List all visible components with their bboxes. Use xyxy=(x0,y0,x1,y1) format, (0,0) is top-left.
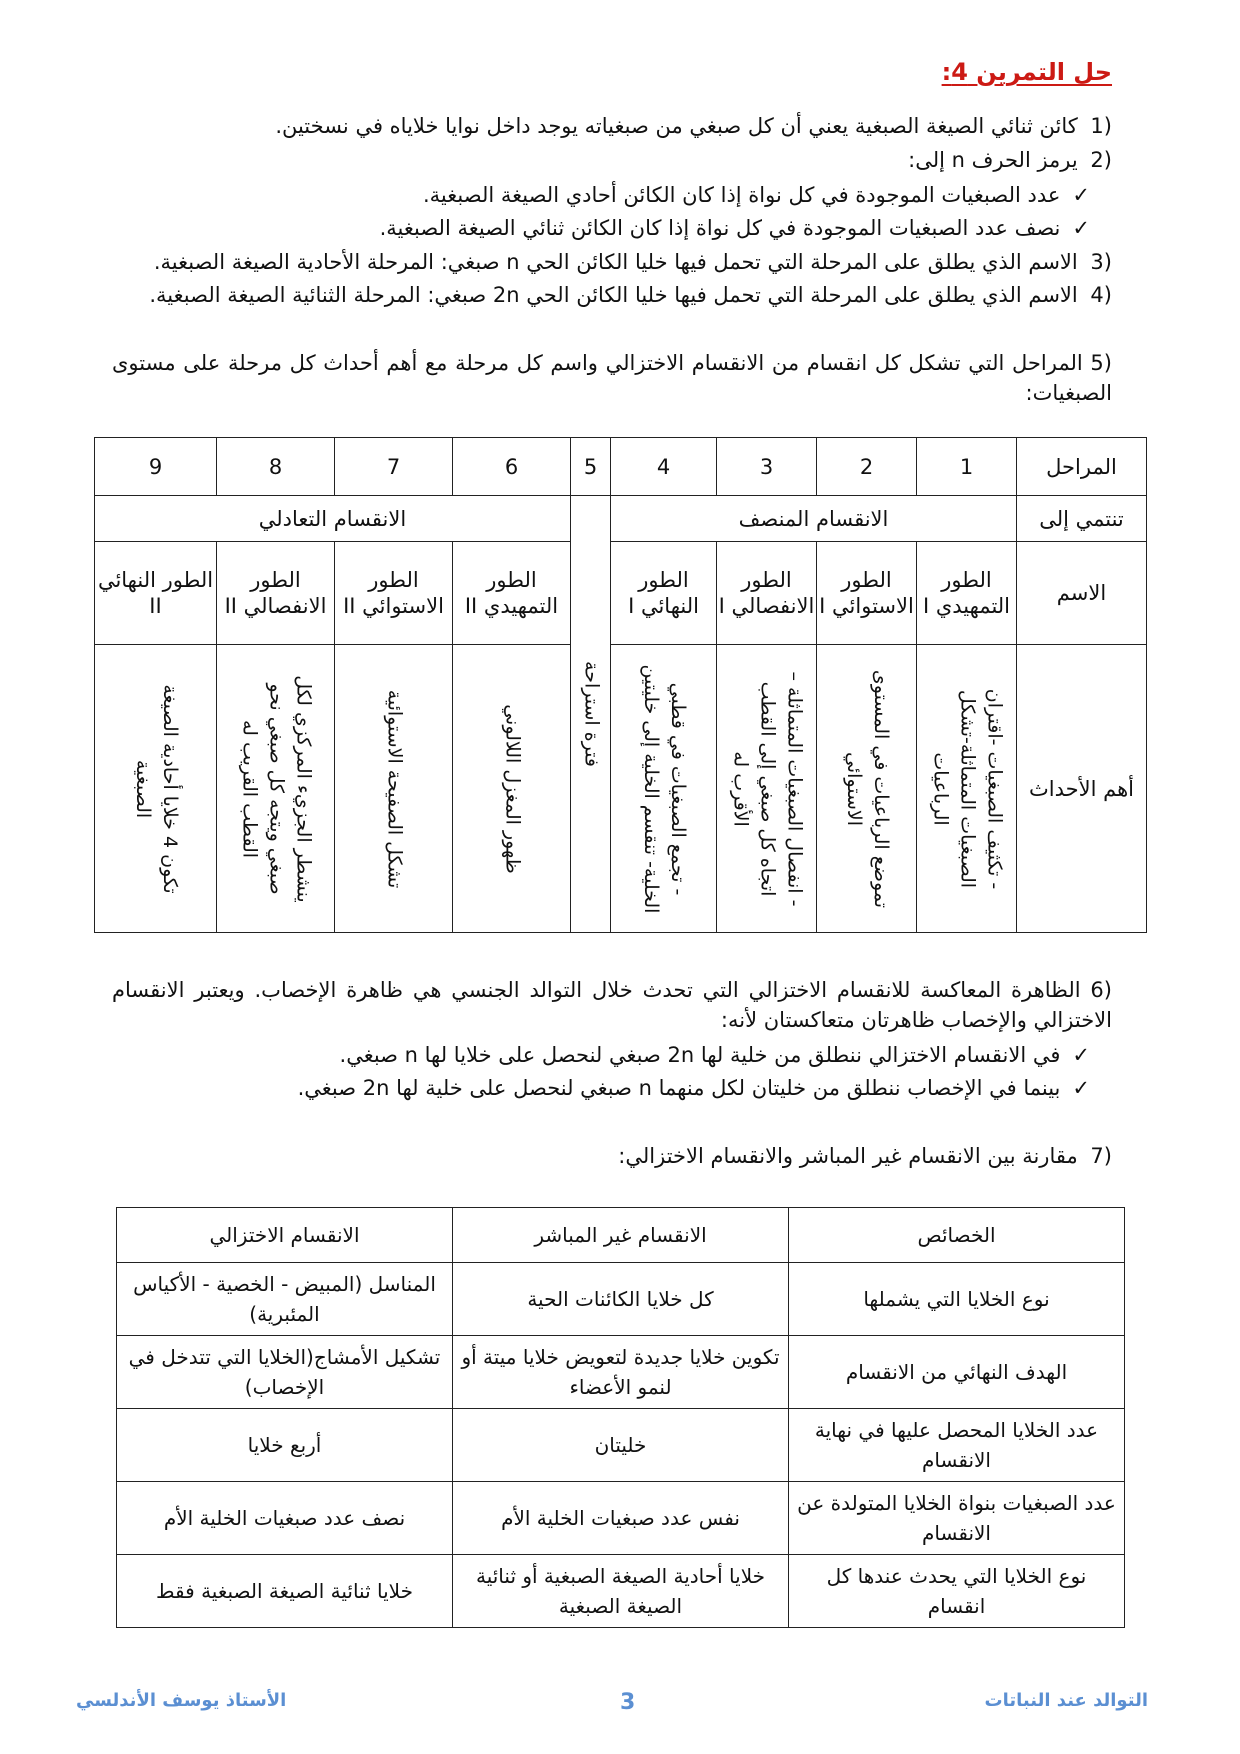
phase-name: الطور النهائي II xyxy=(95,542,217,645)
answer-6: (6 الظاهرة المعاكسة للانقسام الاختزالي التي تحدث خلال التوالد الجنسي هي ظاهرة الإخصاب. ويعتبر الانقسام الاختزالي والإخصاب ظاهرتان متعاكستان لأنه: xyxy=(112,978,1112,1032)
phase-name: الطور التمهيدي I xyxy=(917,542,1017,645)
rest-period-cell: فترة استراحة xyxy=(571,496,611,933)
checkmark-icon: ✓ xyxy=(1072,216,1090,240)
phases-row-events xyxy=(95,645,1147,933)
meiosis-phases-table xyxy=(94,437,1147,933)
table-cell: تشكيل الأمشاج(الخلايا التي تتدخل في الإخصاب) xyxy=(117,1336,453,1409)
row-label-events: أهم الأحداث xyxy=(1017,645,1147,933)
phase-number: 4 xyxy=(611,438,717,496)
phase-number: 8 xyxy=(217,438,335,496)
phase-number: 6 xyxy=(453,438,571,496)
phase-events: - تجمع الصبغيات في قطبي الخلية- تنقسم الخلية إلى خليتين xyxy=(611,645,717,933)
second-division-label: الانقسام التعادلي xyxy=(95,496,571,542)
phases-row-names xyxy=(95,542,1147,645)
table-cell: تكوين خلايا جديدة لتعويض خلايا ميتة أو لنمو الأعضاء xyxy=(453,1336,789,1409)
phases-row-belongs xyxy=(95,496,1147,542)
phase-name: الطور الانفصالي I xyxy=(717,542,817,645)
phase-number: 1 xyxy=(917,438,1017,496)
footer-author: الأستاذ يوسف الأندلسي xyxy=(76,1690,287,1711)
phase-name: الطور الاستوائي II xyxy=(335,542,453,645)
phase-events: ظهور المغزل اللالوني xyxy=(453,645,571,933)
answer-1: (1 كائن ثنائي الصيغة الصبغية يعني أن كل صبغي من صبغياته يوجد داخل نوايا خلاياه في نسختين. xyxy=(275,114,1112,138)
phase-events: - تكثيف الصبغيات -اقتران الصبغيات المتماثلة-تشكل الرباعيات xyxy=(917,645,1017,933)
table-cell: الهدف النهائي من الانقسام xyxy=(789,1336,1125,1409)
column-header: الخصائص xyxy=(789,1208,1125,1263)
answer-6-item: ✓بينما في الإخصاب ننطلق من خليتان لكل منهما n صبغي لنحصل على خلية لها 2n صبغي. xyxy=(298,1073,1090,1103)
checkmark-icon: ✓ xyxy=(1072,1076,1090,1100)
phase-name: الطور الاستوائي I xyxy=(817,542,917,645)
phases-row-numbers xyxy=(95,438,1147,496)
phase-number: 9 xyxy=(95,438,217,496)
column-header: الانقسام الاختزالي xyxy=(117,1208,453,1263)
answer-4: (4 الاسم الذي يطلق على المرحلة التي تحمل فيها خليا الكائن الحي 2n صبغي: المرحلة الثنائية الصيغة الصبغية. xyxy=(149,283,1112,307)
answer-5: (5 المراحل التي تشكل كل انقسام من الانقسام الاختزالي واسم كل مرحلة مع أهم أحداث كل مرحلة على مستوى الصبغيات: xyxy=(112,351,1112,405)
phase-number: 3 xyxy=(717,438,817,496)
phase-number: 2 xyxy=(817,438,917,496)
row-label-belongs: تنتمي إلى xyxy=(1017,496,1147,542)
table-cell: أربع خلايا xyxy=(117,1409,453,1482)
comparison-header-row xyxy=(117,1208,1125,1263)
table-cell: نوع الخلايا التي يحدث عندها كل انقسام xyxy=(789,1555,1125,1628)
table-row xyxy=(117,1263,1125,1336)
column-header: الانقسام غير المباشر xyxy=(453,1208,789,1263)
phase-name: الطور النهائي I xyxy=(611,542,717,645)
table-cell: نصف عدد صبغيات الخلية الأم xyxy=(117,1482,453,1555)
first-division-label: الانقسام المنصف xyxy=(611,496,1017,542)
phase-events: تموضع الرباعيات في المستوى الاستوائي xyxy=(817,645,917,933)
footer-chapter-title: التوالد عند النباتات xyxy=(984,1690,1148,1711)
table-cell: نوع الخلايا التي يشملها xyxy=(789,1263,1125,1336)
answer-3: (3 الاسم الذي يطلق على المرحلة التي تحمل فيها خليا الكائن الحي n صبغي: المرحلة الأحادية الصيغة الصبغية. xyxy=(153,250,1112,274)
table-cell: نفس عدد صبغيات الخلية الأم xyxy=(453,1482,789,1555)
phase-events: تشكل الصفيحة الاستوائية xyxy=(335,645,453,933)
answer-7: (7 مقارنة بين الانقسام غير المباشر والانقسام الاختزالي: xyxy=(618,1144,1112,1168)
table-row xyxy=(117,1336,1125,1409)
answer-2-item: ✓نصف عدد الصبغيات الموجودة في كل نواة إذا كان الكائن ثنائي الصيغة الصبغية. xyxy=(380,213,1090,243)
row-label-phases: المراحل xyxy=(1017,438,1147,496)
table-row xyxy=(117,1409,1125,1482)
table-row xyxy=(117,1482,1125,1555)
answer-6-item: ✓في الانقسام الاختزالي ننطلق من خلية لها 2n صبغي لنحصل على خلايا لها n صبغي. xyxy=(340,1040,1090,1070)
table-cell: عدد الخلايا المحصل عليها في نهاية الانقسام xyxy=(789,1409,1125,1482)
phase-events: تكون 4 خلايا أحادية الصيغة الصبغية xyxy=(95,645,217,933)
table-cell: خلايا ثنائية الصيغة الصبغية فقط xyxy=(117,1555,453,1628)
comparison-table xyxy=(116,1207,1125,1628)
phase-name: الطور الانفصالي II xyxy=(217,542,335,645)
table-cell: خليتان xyxy=(453,1409,789,1482)
phase-events: - انفصال الصبغيات المتماثلة – اتجاه كل صبغي إلى القطب الأقرب له xyxy=(717,645,817,933)
answer-2-item: ✓عدد الصبغيات الموجودة في كل نواة إذا كان الكائن أحادي الصيغة الصبغية. xyxy=(423,180,1090,210)
phase-events: ينشطر الجزيء المركزي لكل صبغي ويتجه كل صبغي نحو القطب القريب له xyxy=(217,645,335,933)
table-cell: خلايا أحادية الصيغة الصبغية أو ثنائية الصيغة الصبغية xyxy=(453,1555,789,1628)
phase-number: 5 xyxy=(571,438,611,496)
table-row xyxy=(117,1555,1125,1628)
answer-2: (2 يرمز الحرف n إلى: xyxy=(908,148,1112,172)
row-label-name: الاسم xyxy=(1017,542,1147,645)
table-cell: عدد الصبغيات بنواة الخلايا المتولدة عن الانقسام xyxy=(789,1482,1125,1555)
table-cell: كل خلايا الكائنات الحية xyxy=(453,1263,789,1336)
table-cell: المناسل (المبيض - الخصية - الأكياس المئبرية) xyxy=(117,1263,453,1336)
phase-name: الطور التمهيدي II xyxy=(453,542,571,645)
footer-page-number: 3 xyxy=(620,1690,636,1715)
checkmark-icon: ✓ xyxy=(1072,1043,1090,1067)
exercise-title: حل التمرين 4: xyxy=(941,58,1112,86)
checkmark-icon: ✓ xyxy=(1072,183,1090,207)
phase-number: 7 xyxy=(335,438,453,496)
